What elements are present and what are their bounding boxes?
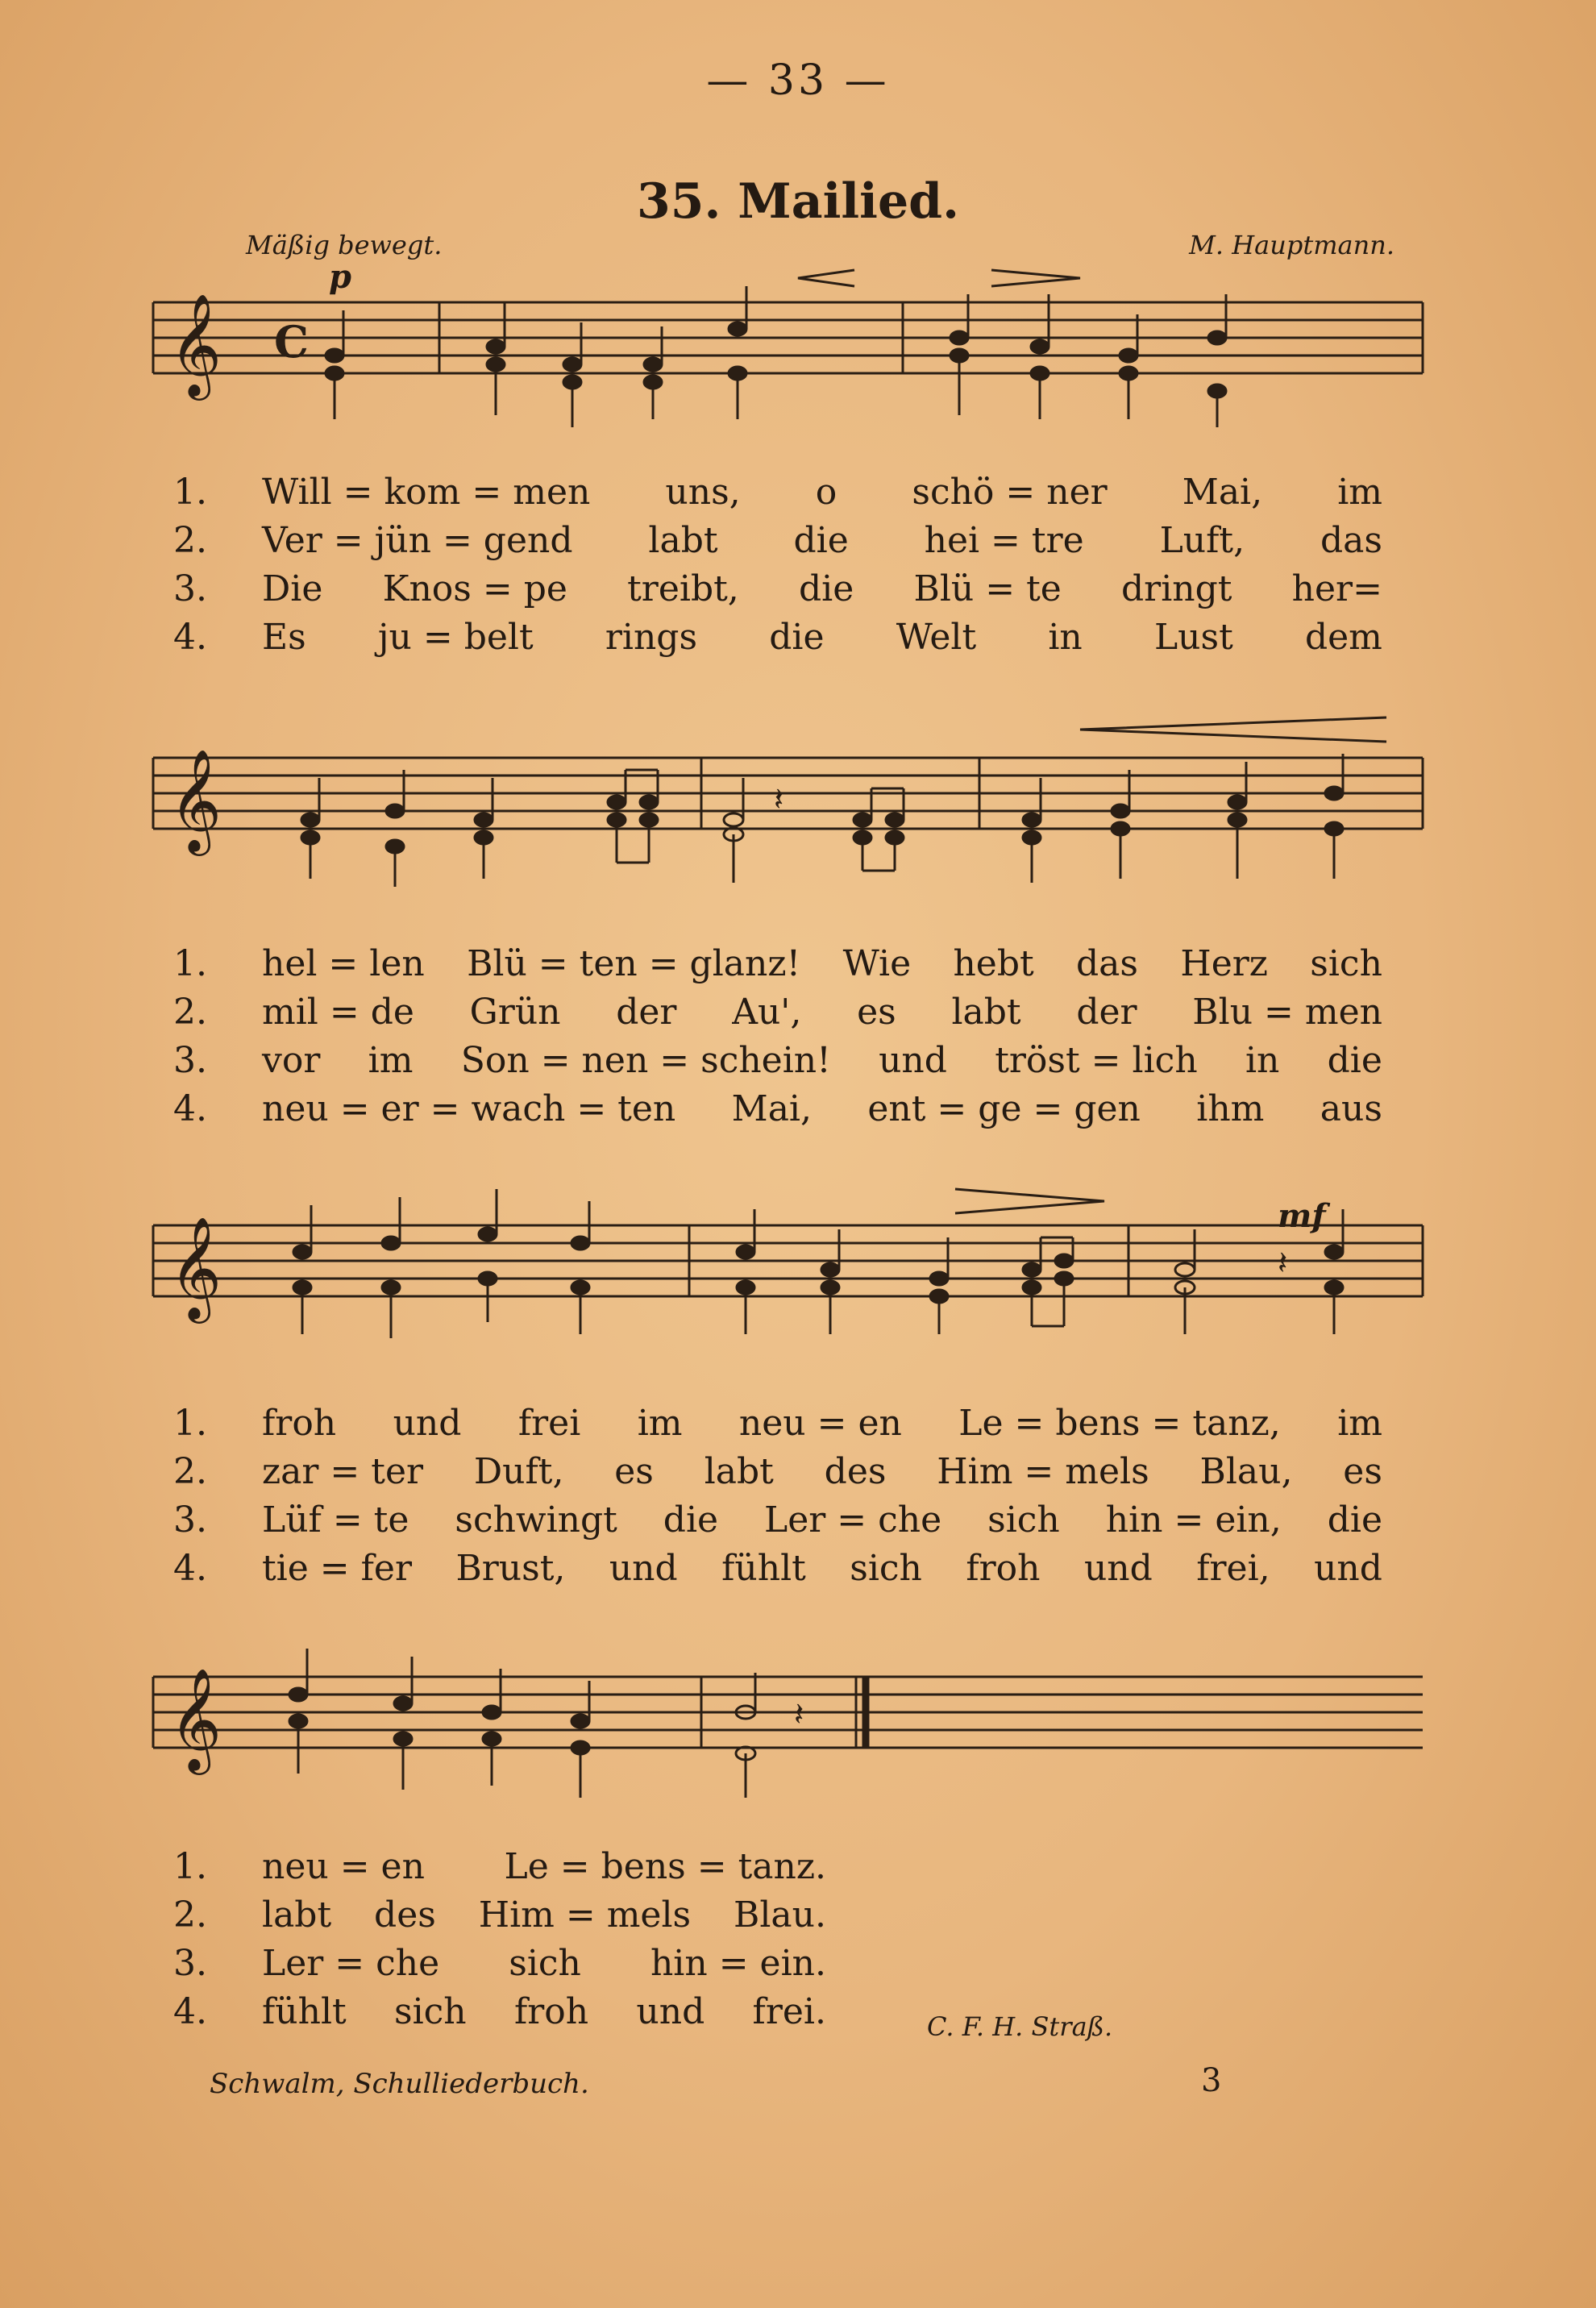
tempo-marking: Mäßig bewegt. <box>246 230 443 260</box>
song-title: 35. Mailied. <box>637 173 959 230</box>
staff-notation <box>153 278 1423 439</box>
word: im <box>368 1040 414 1081</box>
staff-notation <box>153 1201 1423 1362</box>
word: vor <box>262 1040 321 1081</box>
word: Ler = che <box>262 1943 440 1984</box>
music-staff-4 <box>153 1653 1423 1814</box>
word: und <box>879 1040 947 1081</box>
verse-number: 2. <box>173 992 207 1033</box>
rest-icon: 𝄽 <box>1278 1245 1288 1282</box>
word: froh <box>966 1548 1041 1589</box>
lyric-line <box>173 943 1382 992</box>
word: rings <box>605 617 698 658</box>
word: hin = ein. <box>650 1943 826 1984</box>
word: Mai, <box>731 1088 812 1129</box>
dynamic-mezzoforte: mf <box>1278 1197 1326 1235</box>
word: Lüf = te <box>262 1499 409 1541</box>
word: Blü = ten = glanz! <box>467 943 801 984</box>
word: Ver = jün = gend <box>262 520 573 561</box>
verse-number: 4. <box>173 1548 207 1589</box>
word: des <box>824 1451 887 1492</box>
word: Welt <box>896 617 977 658</box>
word: labt <box>951 992 1021 1033</box>
verse-words <box>262 472 1382 513</box>
word: Blau. <box>734 1894 826 1936</box>
notes <box>301 754 1343 887</box>
word: in <box>1048 617 1083 658</box>
verse-words <box>262 1943 826 1984</box>
word: im <box>1337 472 1382 513</box>
word: sich <box>850 1548 922 1589</box>
word: tröst = lich <box>995 1040 1198 1081</box>
staff-lines <box>153 1677 1423 1748</box>
word: und <box>1314 1548 1382 1589</box>
word: des <box>374 1894 436 1936</box>
lyric-line <box>173 1403 1382 1451</box>
verse-words <box>262 1991 826 2032</box>
word: frei. <box>752 1991 826 2032</box>
word: Grün <box>469 992 561 1033</box>
word: dringt <box>1121 568 1232 609</box>
word: der <box>1076 992 1137 1033</box>
lyrics-block-1 <box>173 472 1382 665</box>
word: Luft, <box>1159 520 1245 561</box>
lyric-line <box>173 1991 1382 2040</box>
word: Die <box>262 568 323 609</box>
verse-words <box>262 1548 1382 1589</box>
verse-number: 3. <box>173 1943 207 1984</box>
word: der <box>616 992 677 1033</box>
word: dem <box>1304 617 1382 658</box>
word: Au', <box>732 992 802 1033</box>
lyric-line <box>173 1943 1382 1991</box>
notes <box>289 1649 755 1798</box>
word: Brust, <box>455 1548 566 1589</box>
decrescendo-hairpin <box>955 1189 1104 1213</box>
common-time-icon: C <box>274 316 309 368</box>
word: Ler = che <box>764 1499 942 1541</box>
word: aus <box>1320 1088 1382 1129</box>
rest-icon: 𝄽 <box>774 781 784 818</box>
staff-lines <box>153 1225 1423 1296</box>
lyrics-block-4 <box>173 1846 1382 2040</box>
lyric-line <box>173 472 1382 520</box>
word: o <box>815 472 837 513</box>
lyric-line <box>173 520 1382 568</box>
word: fühlt <box>262 1991 347 2032</box>
word: tie = fer <box>262 1548 412 1589</box>
verse-number: 3. <box>173 1499 207 1541</box>
word: im <box>1337 1403 1382 1444</box>
lyrics-block-3 <box>173 1403 1382 1596</box>
word: hei = tre <box>924 520 1084 561</box>
word: die <box>799 568 854 609</box>
word: labt <box>262 1894 332 1936</box>
verse-number: 1. <box>173 943 207 984</box>
word: es <box>614 1451 654 1492</box>
word: die <box>793 520 849 561</box>
verse-number: 4. <box>173 617 207 658</box>
word: uns, <box>665 472 741 513</box>
word: die <box>1327 1040 1382 1081</box>
word: Knos = pe <box>382 568 567 609</box>
lyric-line <box>173 1451 1382 1499</box>
word: im <box>637 1403 683 1444</box>
verse-number: 2. <box>173 1894 207 1936</box>
word: Him = mels <box>937 1451 1149 1492</box>
word: Will = kom = men <box>262 472 591 513</box>
text-author-credit: C. F. H. Straß. <box>927 2011 1113 2042</box>
word: sich <box>509 1943 581 1984</box>
word: hel = len <box>262 943 425 984</box>
word: neu = en <box>262 1846 425 1887</box>
verse-number: 1. <box>173 1846 207 1887</box>
lyric-line <box>173 1548 1382 1596</box>
word: sich <box>1310 943 1382 984</box>
verse-words <box>262 1040 1382 1081</box>
word: Blau, <box>1199 1451 1293 1492</box>
staff-notation <box>153 1653 1423 1814</box>
verse-words <box>262 617 1382 658</box>
word: Es <box>262 617 306 658</box>
verse-number: 2. <box>173 1451 207 1492</box>
verse-number: 4. <box>173 1088 207 1129</box>
hairpins <box>798 270 1080 286</box>
lyric-line <box>173 1088 1382 1137</box>
word: her= <box>1291 568 1382 609</box>
word: labt <box>704 1451 774 1492</box>
verse-words <box>262 992 1382 1033</box>
word: und <box>609 1548 678 1589</box>
word: Le = bens = tanz, <box>958 1403 1281 1444</box>
lyric-line <box>173 992 1382 1040</box>
word: die <box>769 617 825 658</box>
word: Wie <box>842 943 912 984</box>
word: die <box>1327 1499 1382 1541</box>
verse-number: 2. <box>173 520 207 561</box>
word: ent = ge = gen <box>867 1088 1141 1129</box>
lyric-line <box>173 1040 1382 1088</box>
verse-words <box>262 568 1382 609</box>
word: hin = ein, <box>1105 1499 1282 1541</box>
word: und <box>1083 1548 1153 1589</box>
verse-words <box>262 1088 1382 1129</box>
treble-clef-icon: 𝄞 <box>169 1667 222 1770</box>
dynamic-piano: p <box>329 258 351 296</box>
word: Duft, <box>473 1451 564 1492</box>
word: sich <box>394 1991 467 2032</box>
verse-words <box>262 1403 1382 1444</box>
notes <box>293 1189 1343 1338</box>
word: Mai, <box>1182 472 1263 513</box>
word: treibt, <box>627 568 739 609</box>
word: froh <box>513 1991 589 2032</box>
word: das <box>1320 520 1382 561</box>
music-staff-1 <box>153 278 1423 439</box>
word: schwingt <box>455 1499 617 1541</box>
word: schö = ner <box>912 472 1108 513</box>
verse-words <box>262 1499 1382 1541</box>
word: Blu = men <box>1192 992 1382 1033</box>
word: Herz <box>1180 943 1268 984</box>
word: mil = de <box>262 992 414 1033</box>
verse-number: 4. <box>173 1991 207 2032</box>
verse-words <box>262 520 1382 561</box>
verse-number: 1. <box>173 1403 207 1444</box>
rest-icon: 𝄽 <box>794 1696 804 1733</box>
composer: M. Hauptmann. <box>1189 230 1394 260</box>
word: Le = bens = tanz. <box>504 1846 826 1887</box>
staff-notation <box>153 734 1423 911</box>
word: Blü = te <box>913 568 1062 609</box>
verse-number: 3. <box>173 568 207 609</box>
word: Lust <box>1153 617 1233 658</box>
word: froh <box>262 1403 337 1444</box>
word: es <box>1343 1451 1382 1492</box>
verse-words <box>262 943 1382 984</box>
word: zar = ter <box>262 1451 424 1492</box>
word: Him = mels <box>478 1894 692 1936</box>
word: ihm <box>1196 1088 1265 1129</box>
lyric-line <box>173 617 1382 665</box>
word: in <box>1245 1040 1280 1081</box>
page-number: — 33 — <box>706 56 890 105</box>
verse-number: 1. <box>173 472 207 513</box>
verse-number: 3. <box>173 1040 207 1081</box>
word: fühlt <box>721 1548 806 1589</box>
lyrics-block-2 <box>173 943 1382 1137</box>
treble-clef-icon: 𝄞 <box>169 1216 222 1319</box>
footer-book-title: Schwalm, Schulliederbuch. <box>210 2068 589 2100</box>
word: neu = en <box>738 1403 902 1444</box>
word: sich <box>987 1499 1060 1541</box>
lyric-line <box>173 568 1382 617</box>
word: das <box>1076 943 1138 984</box>
word: ju = belt <box>377 617 534 658</box>
word: die <box>663 1499 719 1541</box>
music-staff-2 <box>153 734 1423 911</box>
lyric-line <box>173 1894 1382 1943</box>
crescendo-hairpin <box>1080 717 1386 742</box>
lyric-line <box>173 1499 1382 1548</box>
word: labt <box>648 520 718 561</box>
treble-clef-icon: 𝄞 <box>169 748 222 851</box>
music-staff-3 <box>153 1201 1423 1362</box>
treble-clef-icon: 𝄞 <box>169 293 222 396</box>
word: frei, <box>1196 1548 1270 1589</box>
word: hebt <box>953 943 1034 984</box>
word: und <box>393 1403 462 1444</box>
footer-signature-mark: 3 <box>1201 2062 1222 2099</box>
word: Son = nen = schein! <box>460 1040 831 1081</box>
lyric-line <box>173 1846 1382 1894</box>
word: es <box>857 992 896 1033</box>
word: frei <box>517 1403 581 1444</box>
word: neu = er = wach = ten <box>262 1088 676 1129</box>
verse-words <box>262 1451 1382 1492</box>
verse-words <box>262 1894 826 1936</box>
verse-words <box>262 1846 826 1887</box>
word: und <box>636 1991 705 2032</box>
